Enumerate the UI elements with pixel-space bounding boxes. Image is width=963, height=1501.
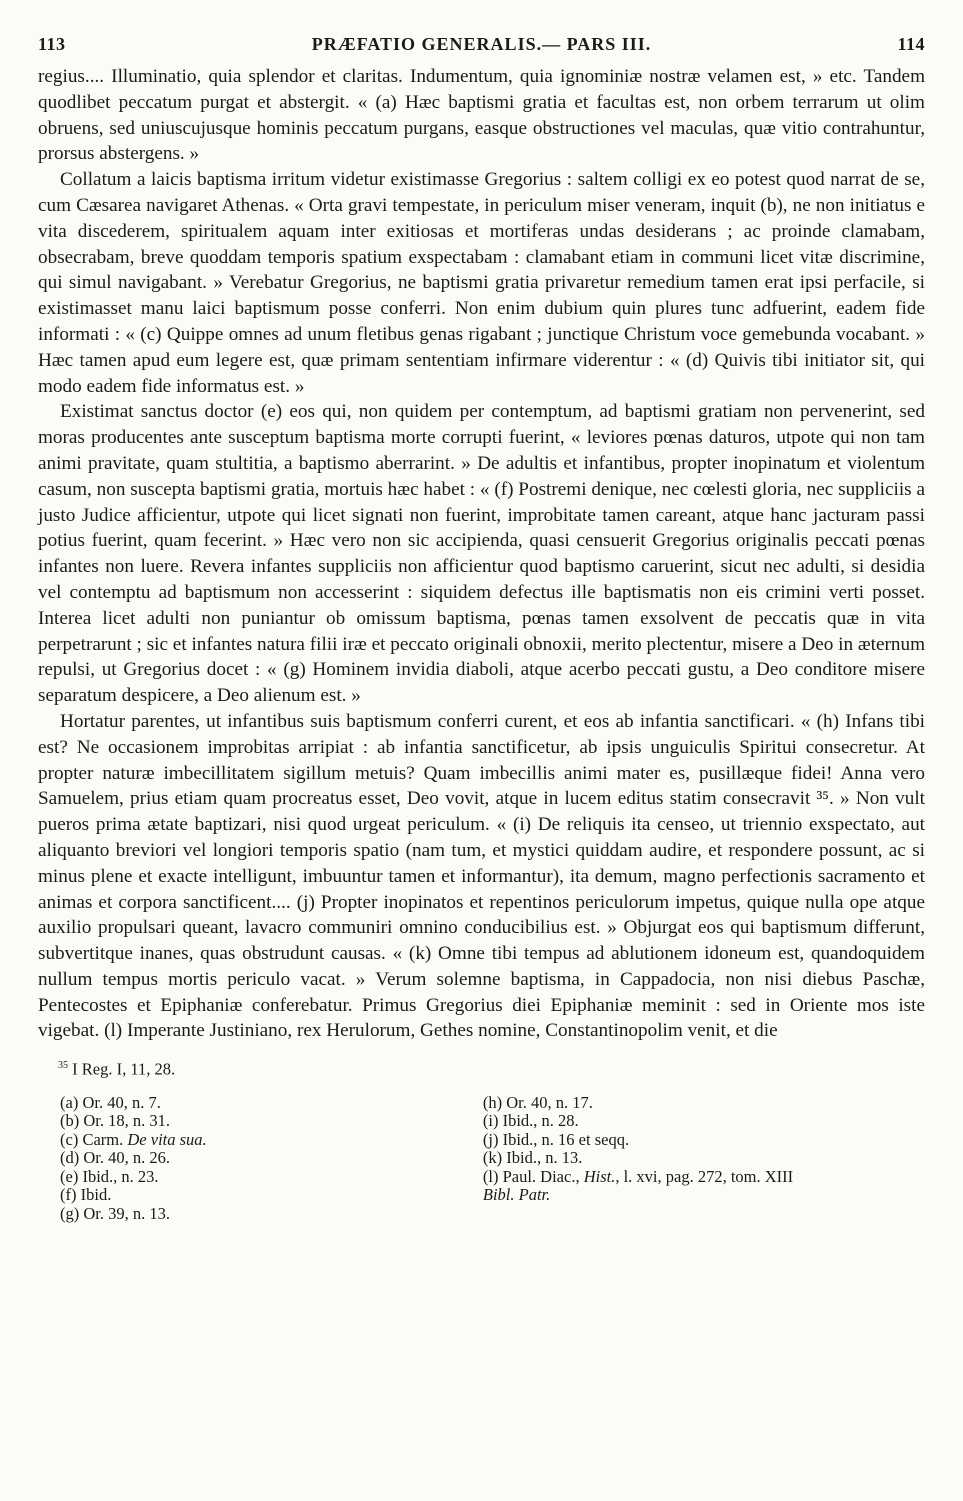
marginal-notes <box>38 1094 925 1224</box>
note-text: Or. 39, n. 13. <box>83 1203 170 1223</box>
running-header <box>38 34 925 60</box>
note-item <box>483 1112 925 1131</box>
note-label: (l) <box>482 1166 499 1186</box>
note-item <box>60 1149 483 1168</box>
note-label: (b) <box>60 1111 80 1131</box>
note-item <box>60 1168 483 1187</box>
note-item <box>483 1168 925 1205</box>
note-label: (k) <box>482 1148 503 1168</box>
note-text: Or. 40, n. 7. <box>82 1092 161 1112</box>
note-label: (g) <box>60 1203 80 1223</box>
note-text: Paul. Diac., <box>502 1166 584 1186</box>
notes-right-column <box>483 1094 925 1224</box>
note-italic: Hist. <box>583 1166 616 1186</box>
note-italic: De vita sua. <box>127 1129 207 1149</box>
note-item <box>60 1112 483 1131</box>
note-italic-source: Bibl. Patr. <box>482 1185 551 1205</box>
note-label: (f) <box>60 1185 77 1205</box>
note-text: Or. 40, n. 26. <box>83 1148 170 1168</box>
note-label: (j) <box>482 1129 499 1149</box>
note-label: (e) <box>60 1166 79 1186</box>
body-text <box>38 64 925 1044</box>
paragraph: Hortatur parentes, ut infantibus suis baptismum conferri curent, et eos ab infantia sanctificari. « (h) Infans tibi est? Ne occasionem improbitas arripiat : ab infantia sanctificetur, ab ipsis unguiculis Spiritui consecretur. At propter naturæ imbecillitatem sigillum metuis? Quam imbecillis animi mater es, pusillæque fidei! Anna vero Samuelem, prius etiam quam procreatus esset, Deo vovit, atque in lucem editus statim consecravit ³⁵. » Non vult pueros prima ætate baptizari, nisi quod urgeat periculum. « (i) De reliquis ita censeo, ut triennio exspectato, aut aliquanto breviori vel longiori temporis spatio (nam tum, et mystici quiddam audire, et respondere possunt, ac si minus plene et exacte intelligunt, imbuuntur tamen et informantur), ita demum, magno perfectionis sacramento et animas et corpora sanctificent.... (j) Propter inopinatos et repentinos periculorum impetus, quique nulla ope atque auxilio propulsari queant, lavacro communiri omnino conducibilius est. » Objurgat eos qui baptismum differunt, subvertitque inanes, quas obstrudunt causas. « (k) Omne tibi tempus ad ablutionem idoneum est, quandoquidem nullum tempus mortis periculo vacat. » Verum solemne baptisma, in Cappadocia, non nisi diebus Paschæ, Pentecostes et Epiphaniæ conferebatur. Primus Gregorius diei Epiphaniæ meminit : sed in Oriente mos iste vigebat. (l) Imperante Justiniano, rex Herulorum, Gethes nomine, Constantinopolim venit, et die <box>38 710 925 1042</box>
paragraph: Existimat sanctus doctor (e) eos qui, non quidem per contemptum, ad baptismi gratiam non pervenerint, sed moras producentes ante susceptum baptisma morte corrupti fuerint, « leviores pœnas daturos, utpote qui non tam animi pravitate, quam stultitia, a baptismo aberrarint. » De adultis et infantibus, propter inopinatum et violentum casum, non suscepta baptismi gratia, mortuis hæc habet : « (f) Postremi denique, nec cœlesti gloria, nec suppliciis a justo Judice afficientur, utpote qui licet signati non fuerint, improbitate tamen careant, atque hanc jacturam passi potius fuerint, quam fecerint. » Hæc vero non sic accipienda, quasi censuerit Gregorius originalis peccati pœnas infantes non luere. Revera infantes suppliciis non afficientur quod baptismo caruerint, sicut nec adulti, si desidia vel contemptu ad baptismum non accesserint : siquidem defectus ille baptismatis non eis crimini verti posset. Interea licet adulti non puniantur ob omissum baptisma, pœnas tamen exsolvent de peccatis quæ in vita perpetrarunt ; sic et infantes natura filii iræ et peccato originali obnoxii, merito plectentur, misere a Deo in æternum repulsi, ut Gregorius docet : « (g) Hominem invidia diaboli, atque acerbo peccati gustu, a Deo conditore misere separatum despicere, a Deo alienum est. » <box>38 401 925 707</box>
note-text: Ibid., n. 28. <box>502 1111 579 1131</box>
note-label: (a) <box>60 1092 79 1112</box>
note-label: (h) <box>482 1092 503 1112</box>
footnote-mark: 35 <box>58 1060 68 1072</box>
note-item <box>483 1094 925 1113</box>
note-item <box>60 1131 483 1150</box>
note-text: Or. 40, n. 17. <box>506 1092 593 1112</box>
footnote-text: I Reg. I, 11, 28. <box>72 1059 176 1079</box>
paragraph: Collatum a laicis baptisma irritum videtur existimasse Gregorius : saltem colligi ex eo potest quod narrat de se, cum Cæsarea navigaret Athenas. « Orta gravi tempestate, in periculum miser veneram, inquit (b), ne non initiatus e vita discederem, spiritualem aquam inter exitiosas et mortiferas undas desiderans ; ac proinde clamabam, obsecrabam, breve quoddam temporis spatium exspectabam : clamabant etiam in communi licet vitæ discrimine, qui simul navigabant. » Verebatur Gregorius, ne baptismi gratia privaretur remedium tamen erat ipsi perfacile, si existimasset manu laici baptismum posse conferri. Non enim dubium quin plures tunc adfuerint, eadem fide informati : « (c) Quippe omnes ad unum fletibus genas rigabant ; junctique Christum voce gemebunda vocabant. » Hæc tamen apud eum legere est, quæ primam sententiam infirmare viderentur : « (d) Quivis tibi initiator sit, qui modo eadem fide informatus est. » <box>38 169 925 397</box>
note-item <box>60 1186 483 1205</box>
note-text: Or. 18, n. 31. <box>83 1111 170 1131</box>
paragraph: regius.... Illuminatio, quia splendor et claritas. Indumentum, quia ignominiæ nostræ velamen est, » etc. Tandem quodlibet peccatum purgat et abstergit. « (a) Hæc baptismi gratia et facultas est, non orbem terrarum ut olim obruens, sed uniuscujusque hominis peccatum purgans, easque obstructiones vel maculas, quæ vitio contrahuntur, prorsus abstergens. » <box>38 66 925 165</box>
note-text: Ibid. <box>80 1185 112 1205</box>
notes-left-column <box>38 1094 483 1224</box>
note-label: (d) <box>60 1148 80 1168</box>
note-item <box>483 1149 925 1168</box>
note-text: Ibid., n. 16 et seqq. <box>502 1129 630 1149</box>
note-text: Ibid., n. 13. <box>506 1148 583 1168</box>
note-item <box>60 1094 483 1113</box>
note-item <box>60 1205 483 1224</box>
note-text: Ibid., n. 23. <box>82 1166 159 1186</box>
note-label: (c) <box>60 1129 79 1149</box>
note-text-rest: , l. xvi, pag. 272, tom. XIII <box>615 1166 794 1186</box>
running-title: PRÆFATIO GENERALIS.— PARS III. <box>311 34 652 54</box>
right-page-number: 114 <box>897 34 925 54</box>
footnote-35 <box>38 1056 925 1080</box>
note-item <box>483 1131 925 1150</box>
note-text: Carm. <box>82 1129 128 1149</box>
left-page-number: 113 <box>38 34 66 54</box>
note-label: (i) <box>482 1111 499 1131</box>
